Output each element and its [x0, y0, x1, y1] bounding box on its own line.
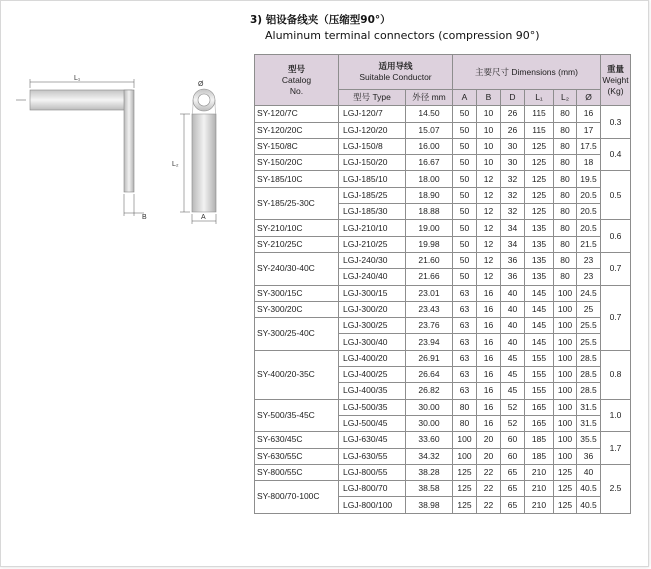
- conductor-type-cell: LGJ-500/45: [339, 415, 406, 431]
- dimension-cell: 135: [525, 252, 554, 268]
- dimension-cell: 45: [501, 383, 525, 399]
- dimension-cell: 50: [453, 252, 477, 268]
- dimension-cell: 10: [477, 138, 501, 154]
- dimension-cell: 145: [525, 334, 554, 350]
- dimension-cell: 100: [554, 285, 577, 301]
- dimension-cell: 40.5: [577, 497, 601, 513]
- conductor-type-cell: LGJ-150/8: [339, 138, 406, 154]
- dimension-cell: 125: [453, 464, 477, 480]
- dimension-cell: 16: [477, 334, 501, 350]
- dimension-cell: 135: [525, 236, 554, 252]
- diameter-cell: 38.28: [406, 464, 453, 480]
- dimension-cell: 17.5: [577, 138, 601, 154]
- dimension-cell: 100: [554, 383, 577, 399]
- conductor-type-cell: LGJ-800/70: [339, 481, 406, 497]
- conductor-type-cell: LGJ-800/55: [339, 464, 406, 480]
- col-header-d: D: [501, 90, 525, 106]
- dimension-cell: 80: [554, 220, 577, 236]
- dimension-cell: 80: [453, 415, 477, 431]
- catalog-no-cell: SY-240/30-40C: [255, 252, 339, 285]
- dimension-cell: 100: [554, 415, 577, 431]
- dimension-cell: 16: [477, 301, 501, 317]
- catalog-no-cell: SY-120/7C: [255, 106, 339, 122]
- table-row: [255, 285, 631, 301]
- dimension-cell: 16: [477, 415, 501, 431]
- diameter-cell: 21.66: [406, 269, 453, 285]
- dimension-cell: 23: [577, 252, 601, 268]
- dimension-cell: 36: [501, 252, 525, 268]
- catalog-no-cell: SY-210/25C: [255, 236, 339, 252]
- dimension-cell: 100: [554, 432, 577, 448]
- conductor-header-zh: 适用导线: [378, 61, 413, 71]
- diameter-cell: 16.67: [406, 155, 453, 171]
- dimension-cell: 100: [554, 301, 577, 317]
- weight-cell: 0.7: [601, 285, 631, 350]
- diameter-cell: 16.00: [406, 138, 453, 154]
- dimension-cell: 145: [525, 301, 554, 317]
- dim-l2-label: L₂: [172, 161, 179, 168]
- dimension-cell: 63: [453, 367, 477, 383]
- dimension-cell: 100: [453, 432, 477, 448]
- table-row: [255, 187, 631, 203]
- weight-cell: 0.5: [601, 171, 631, 220]
- diameter-header: 外径 mm: [406, 90, 453, 106]
- dimension-cell: 80: [554, 138, 577, 154]
- dimension-cell: 125: [525, 138, 554, 154]
- dimension-cell: 80: [554, 122, 577, 138]
- dimension-cell: 125: [554, 497, 577, 513]
- side-view: [16, 75, 147, 221]
- col-header-dia: Ø: [577, 90, 601, 106]
- dimension-cell: 28.5: [577, 383, 601, 399]
- dim-a-label: A: [201, 214, 206, 221]
- conductor-type-cell: LGJ-210/10: [339, 220, 406, 236]
- dimension-cell: 45: [501, 367, 525, 383]
- dimension-cell: 20: [477, 448, 501, 464]
- dimension-cell: 80: [554, 187, 577, 203]
- dimension-cell: 32: [501, 171, 525, 187]
- catalog-no-cell: SY-120/20C: [255, 122, 339, 138]
- dim-dia-label: Ø: [198, 81, 204, 88]
- conductor-type-cell: LGJ-210/25: [339, 236, 406, 252]
- dimension-cell: 145: [525, 285, 554, 301]
- dimension-cell: 34: [501, 220, 525, 236]
- dimension-cell: 80: [554, 236, 577, 252]
- dimension-cell: 22: [477, 497, 501, 513]
- dimension-cell: 125: [453, 481, 477, 497]
- dimension-cell: 17: [577, 122, 601, 138]
- dimension-cell: 16: [477, 383, 501, 399]
- weight-cell: 1.0: [601, 399, 631, 432]
- conductor-type-cell: LGJ-400/20: [339, 350, 406, 366]
- table-row: [255, 155, 631, 171]
- diameter-cell: 26.91: [406, 350, 453, 366]
- dimension-cell: 12: [477, 220, 501, 236]
- dimension-cell: 16: [577, 106, 601, 122]
- dimension-cell: 100: [554, 318, 577, 334]
- catalog-no-cell: SY-630/55C: [255, 448, 339, 464]
- dimension-cell: 30: [501, 155, 525, 171]
- dimension-cell: 40: [501, 285, 525, 301]
- table-row: [255, 481, 631, 497]
- dimension-cell: 50: [453, 122, 477, 138]
- diameter-cell: 21.60: [406, 252, 453, 268]
- catalog-no-cell: SY-800/70-100C: [255, 481, 339, 514]
- connector-drawing: [14, 74, 234, 234]
- dimension-cell: 125: [554, 481, 577, 497]
- dimension-cell: 50: [453, 220, 477, 236]
- catalog-header-no: No.: [289, 85, 304, 96]
- dimension-cell: 30: [501, 138, 525, 154]
- col-header-a: A: [453, 90, 477, 106]
- dimension-cell: 100: [554, 350, 577, 366]
- dimension-cell: 63: [453, 383, 477, 399]
- dimension-cell: 60: [501, 448, 525, 464]
- dimension-cell: 165: [525, 399, 554, 415]
- dimension-cell: 80: [554, 204, 577, 220]
- catalog-no-cell: SY-500/35-45C: [255, 399, 339, 432]
- diameter-cell: 23.01: [406, 285, 453, 301]
- conductor-type-cell: LGJ-630/45: [339, 432, 406, 448]
- dimension-cell: 115: [525, 106, 554, 122]
- section-title-en: Aluminum terminal connectors (compression 90°): [265, 29, 540, 42]
- table-row: [255, 252, 631, 268]
- dimension-cell: 21.5: [577, 236, 601, 252]
- dimension-cell: 210: [525, 464, 554, 480]
- diameter-cell: 23.94: [406, 334, 453, 350]
- catalog-header: [255, 55, 339, 106]
- dimension-cell: 185: [525, 448, 554, 464]
- dimension-cell: 22: [477, 481, 501, 497]
- dim-b-label: B: [142, 214, 147, 221]
- diameter-cell: 19.98: [406, 236, 453, 252]
- diameter-cell: 19.00: [406, 220, 453, 236]
- catalog-header-en: Catalog: [281, 74, 312, 85]
- catalog-header-zh: 型号: [287, 63, 305, 74]
- weight-cell: 2.5: [601, 464, 631, 513]
- dimension-cell: 45: [501, 350, 525, 366]
- dimension-cell: 31.5: [577, 415, 601, 431]
- catalog-no-cell: SY-210/10C: [255, 220, 339, 236]
- dimension-cell: 50: [453, 155, 477, 171]
- dimension-cell: 16: [477, 350, 501, 366]
- dimension-cell: 80: [554, 106, 577, 122]
- dimension-cell: 26: [501, 106, 525, 122]
- dimension-cell: 50: [453, 269, 477, 285]
- dimension-cell: 100: [554, 448, 577, 464]
- catalog-no-cell: SY-300/15C: [255, 285, 339, 301]
- col-header-b: B: [477, 90, 501, 106]
- dimension-cell: 16: [477, 285, 501, 301]
- weight-header-unit: (Kg): [607, 85, 624, 96]
- conductor-type-cell: LGJ-300/25: [339, 318, 406, 334]
- front-view: [172, 81, 216, 224]
- dimension-cell: 65: [501, 497, 525, 513]
- weight-cell: 0.7: [601, 252, 631, 285]
- dimension-cell: 40: [501, 334, 525, 350]
- conductor-type-cell: LGJ-240/30: [339, 252, 406, 268]
- dimension-cell: 63: [453, 318, 477, 334]
- weight-cell: 0.4: [601, 138, 631, 171]
- dimension-cell: 185: [525, 432, 554, 448]
- dimension-cell: 80: [554, 155, 577, 171]
- dimension-cell: 155: [525, 383, 554, 399]
- weight-cell: 1.7: [601, 432, 631, 465]
- table-row: [255, 236, 631, 252]
- catalog-no-cell: SY-400/20-35C: [255, 350, 339, 399]
- dimension-cell: 125: [525, 187, 554, 203]
- dimension-cell: 63: [453, 350, 477, 366]
- dimension-cell: 125: [525, 204, 554, 220]
- dimension-cell: 210: [525, 497, 554, 513]
- dimension-cell: 40: [577, 464, 601, 480]
- dimension-cell: 10: [477, 106, 501, 122]
- dimension-cell: 18: [577, 155, 601, 171]
- table-row: [255, 350, 631, 366]
- dimension-cell: 65: [501, 481, 525, 497]
- catalog-no-cell: SY-800/55C: [255, 464, 339, 480]
- dimension-cell: 50: [453, 106, 477, 122]
- conductor-type-cell: LGJ-400/35: [339, 383, 406, 399]
- conductor-type-cell: LGJ-185/10: [339, 171, 406, 187]
- diameter-cell: 18.88: [406, 204, 453, 220]
- dimension-cell: 100: [554, 399, 577, 415]
- conductor-type-cell: LGJ-500/35: [339, 399, 406, 415]
- table-row: [255, 432, 631, 448]
- type-header: 型号 Type: [339, 90, 406, 106]
- diameter-cell: 18.90: [406, 187, 453, 203]
- conductor-type-cell: LGJ-300/15: [339, 285, 406, 301]
- conductor-type-cell: LGJ-240/40: [339, 269, 406, 285]
- weight-cell: 0.8: [601, 350, 631, 399]
- dimension-cell: 28.5: [577, 350, 601, 366]
- diameter-cell: 15.07: [406, 122, 453, 138]
- dimension-cell: 10: [477, 122, 501, 138]
- dimension-cell: 26: [501, 122, 525, 138]
- spec-table: [254, 54, 631, 514]
- col-header-l1: L₁: [525, 90, 554, 106]
- conductor-type-cell: LGJ-630/55: [339, 448, 406, 464]
- dimension-cell: 12: [477, 252, 501, 268]
- dimension-cell: 63: [453, 301, 477, 317]
- catalog-no-cell: SY-150/20C: [255, 155, 339, 171]
- dimension-cell: 35.5: [577, 432, 601, 448]
- col-header-l2: L₂: [554, 90, 577, 106]
- catalog-no-cell: SY-300/20C: [255, 301, 339, 317]
- dimension-cell: 12: [477, 187, 501, 203]
- dimension-cell: 20.5: [577, 204, 601, 220]
- dimension-cell: 100: [453, 448, 477, 464]
- spec-table-body: [255, 106, 631, 513]
- dimension-cell: 125: [525, 155, 554, 171]
- dimension-cell: 100: [554, 334, 577, 350]
- conductor-type-cell: LGJ-400/25: [339, 367, 406, 383]
- diameter-cell: 23.76: [406, 318, 453, 334]
- dimension-cell: 155: [525, 350, 554, 366]
- conductor-header: [339, 55, 453, 90]
- dimension-cell: 125: [453, 497, 477, 513]
- dimension-cell: 12: [477, 269, 501, 285]
- dimension-cell: 25.5: [577, 318, 601, 334]
- dimension-cell: 40.5: [577, 481, 601, 497]
- conductor-header-en: Suitable Conductor: [359, 72, 432, 82]
- weight-header: [601, 55, 631, 106]
- table-row: [255, 122, 631, 138]
- dimension-cell: 50: [453, 236, 477, 252]
- diameter-cell: 30.00: [406, 399, 453, 415]
- table-row: [255, 318, 631, 334]
- dimensions-header: 主要尺寸 Dimensions (mm): [453, 55, 601, 90]
- dimension-cell: 50: [453, 204, 477, 220]
- dimension-cell: 12: [477, 171, 501, 187]
- dimension-cell: 25: [577, 301, 601, 317]
- dimension-cell: 125: [525, 171, 554, 187]
- dimension-cell: 22: [477, 464, 501, 480]
- dimension-cell: 20: [477, 432, 501, 448]
- diameter-cell: 30.00: [406, 415, 453, 431]
- dimension-cell: 50: [453, 138, 477, 154]
- dimension-cell: 36: [577, 448, 601, 464]
- dimension-cell: 32: [501, 204, 525, 220]
- table-row: [255, 464, 631, 480]
- dimension-cell: 12: [477, 236, 501, 252]
- dimension-cell: 115: [525, 122, 554, 138]
- dimension-cell: 40: [501, 318, 525, 334]
- dimension-cell: 16: [477, 399, 501, 415]
- conductor-type-cell: LGJ-300/20: [339, 301, 406, 317]
- dimension-cell: 210: [525, 481, 554, 497]
- conductor-type-cell: LGJ-185/25: [339, 187, 406, 203]
- dimension-cell: 145: [525, 318, 554, 334]
- diameter-cell: 18.00: [406, 171, 453, 187]
- dimension-cell: 135: [525, 220, 554, 236]
- table-row: [255, 171, 631, 187]
- conductor-type-cell: LGJ-150/20: [339, 155, 406, 171]
- catalog-no-cell: SY-630/45C: [255, 432, 339, 448]
- dimension-cell: 36: [501, 269, 525, 285]
- dimension-cell: 80: [554, 171, 577, 187]
- weight-cell: 0.6: [601, 220, 631, 253]
- table-row: [255, 106, 631, 122]
- diameter-cell: 38.58: [406, 481, 453, 497]
- conductor-type-cell: LGJ-120/7: [339, 106, 406, 122]
- dimension-cell: 23: [577, 269, 601, 285]
- dimension-cell: 63: [453, 285, 477, 301]
- conductor-type-cell: LGJ-800/100: [339, 497, 406, 513]
- conductor-type-cell: LGJ-300/40: [339, 334, 406, 350]
- dimension-cell: 125: [554, 464, 577, 480]
- dimension-cell: 19.5: [577, 171, 601, 187]
- table-row: [255, 220, 631, 236]
- dimension-cell: 16: [477, 318, 501, 334]
- table-row: [255, 399, 631, 415]
- weight-header-zh: 重量: [606, 63, 624, 74]
- conductor-type-cell: LGJ-120/20: [339, 122, 406, 138]
- weight-header-en: Weight: [602, 74, 629, 85]
- diameter-cell: 34.32: [406, 448, 453, 464]
- dimension-cell: 16: [477, 367, 501, 383]
- dimension-cell: 60: [501, 432, 525, 448]
- conductor-type-cell: LGJ-185/30: [339, 204, 406, 220]
- dimension-cell: 63: [453, 334, 477, 350]
- diameter-cell: 14.50: [406, 106, 453, 122]
- dimension-cell: 52: [501, 415, 525, 431]
- catalog-no-cell: SY-150/8C: [255, 138, 339, 154]
- dimension-cell: 40: [501, 301, 525, 317]
- dimension-cell: 80: [554, 252, 577, 268]
- dimension-cell: 31.5: [577, 399, 601, 415]
- dimension-cell: 12: [477, 204, 501, 220]
- catalog-no-cell: SY-185/25-30C: [255, 187, 339, 220]
- table-row: [255, 301, 631, 317]
- diameter-cell: 33.60: [406, 432, 453, 448]
- dimension-cell: 135: [525, 269, 554, 285]
- catalog-no-cell: SY-185/10C: [255, 171, 339, 187]
- dimension-cell: 34: [501, 236, 525, 252]
- catalog-no-cell: SY-300/25-40C: [255, 318, 339, 351]
- dimension-cell: 50: [453, 171, 477, 187]
- dimension-cell: 52: [501, 399, 525, 415]
- dimension-cell: 10: [477, 155, 501, 171]
- dimension-cell: 80: [554, 269, 577, 285]
- dimension-cell: 32: [501, 187, 525, 203]
- weight-cell: 0.3: [601, 106, 631, 139]
- diameter-cell: 26.82: [406, 383, 453, 399]
- dimension-cell: 24.5: [577, 285, 601, 301]
- dim-l1-label: L₁: [74, 75, 81, 82]
- diameter-cell: 38.98: [406, 497, 453, 513]
- dimension-cell: 155: [525, 367, 554, 383]
- dimension-cell: 25.5: [577, 334, 601, 350]
- dimension-cell: 20.5: [577, 220, 601, 236]
- dimension-cell: 65: [501, 464, 525, 480]
- dimension-cell: 100: [554, 367, 577, 383]
- diameter-cell: 26.64: [406, 367, 453, 383]
- dimension-cell: 28.5: [577, 367, 601, 383]
- dimension-cell: 20.5: [577, 187, 601, 203]
- diameter-cell: 23.43: [406, 301, 453, 317]
- dimension-cell: 50: [453, 187, 477, 203]
- table-row: [255, 448, 631, 464]
- table-row: [255, 138, 631, 154]
- dimension-cell: 165: [525, 415, 554, 431]
- section-title-zh: 3) 铝设备线夹（压缩型90°）: [250, 14, 391, 26]
- dimension-cell: 80: [453, 399, 477, 415]
